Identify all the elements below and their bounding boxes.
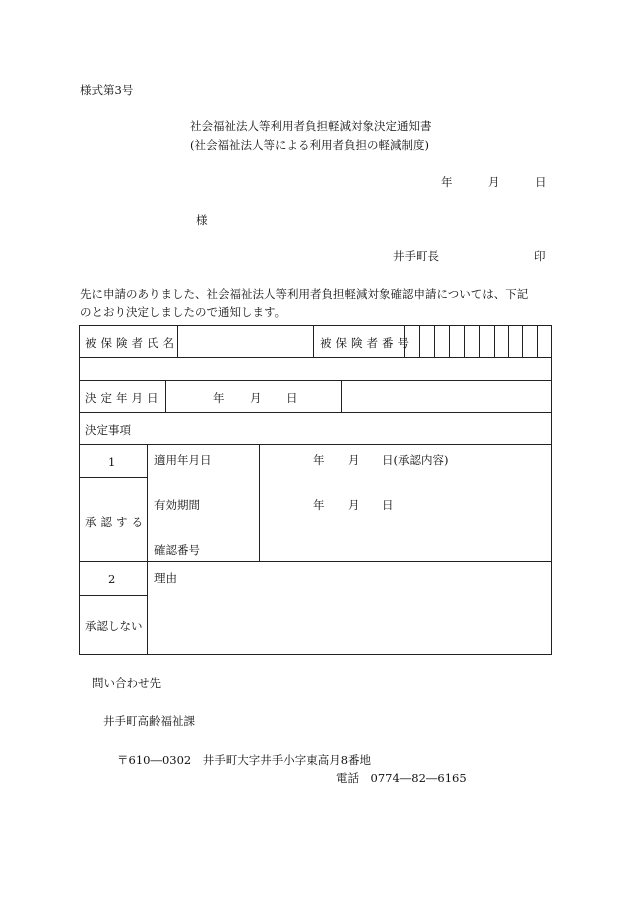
number-box-divider xyxy=(508,325,509,357)
table-rule xyxy=(79,561,552,562)
apply-month: 月 xyxy=(348,453,360,467)
number-box-divider xyxy=(494,325,495,357)
intro-text-line2: のとおり決定しましたので通知します。 xyxy=(80,305,287,319)
addressee-honorific: 様 xyxy=(196,213,208,227)
insured-number-label: 被保険者番号 xyxy=(320,336,413,350)
document-subtitle: (社会福祉法人等による利用者負担の軽減制度) xyxy=(190,138,429,152)
table-rule xyxy=(341,380,342,412)
decision-items-label: 決定事項 xyxy=(85,423,131,437)
contact-phone: 電話 0774―82―6165 xyxy=(336,771,467,785)
number-box-divider xyxy=(419,325,420,357)
valid-month: 月 xyxy=(348,498,360,512)
number-box-divider xyxy=(464,325,465,357)
date-day: 日 xyxy=(535,175,547,189)
table-rule xyxy=(79,595,147,596)
table-rule xyxy=(313,325,314,357)
table-rule xyxy=(79,380,552,381)
table-rule xyxy=(79,444,552,445)
decision-date-year: 年 xyxy=(213,391,225,405)
table-rule xyxy=(79,357,552,358)
date-month: 月 xyxy=(488,175,500,189)
apply-date-label: 適用年月日 xyxy=(154,453,212,467)
table-rule xyxy=(147,444,148,655)
date-year: 年 xyxy=(441,175,453,189)
insured-name-label: 被保険者氏名 xyxy=(85,336,178,350)
apply-day-note: 日(承認内容) xyxy=(382,453,449,467)
decision-date-label: 決定年月日 xyxy=(85,391,163,405)
valid-period-label: 有効期間 xyxy=(154,498,200,512)
confirm-number-label: 確認番号 xyxy=(154,543,200,557)
deny-label: 承認しない xyxy=(85,619,143,633)
valid-day: 日 xyxy=(382,498,394,512)
number-box-divider xyxy=(434,325,435,357)
table-border xyxy=(79,325,552,655)
approve-number: 1 xyxy=(108,455,116,469)
table-rule xyxy=(165,380,166,412)
approve-label: 承認する xyxy=(85,515,147,529)
form-number: 様式第3号 xyxy=(80,83,134,97)
document-title: 社会福祉法人等利用者負担軽減対象決定通知書 xyxy=(190,119,432,133)
intro-text-line1: 先に申請のありました、社会福祉法人等利用者負担軽減対象確認申請については、下記 xyxy=(80,287,529,301)
contact-department: 井手町高齢福祉課 xyxy=(103,714,195,728)
number-box-divider xyxy=(537,325,538,357)
valid-year: 年 xyxy=(313,498,325,512)
decision-date-month: 月 xyxy=(250,391,262,405)
seal-mark: 印 xyxy=(534,249,546,263)
number-box-divider xyxy=(522,325,523,357)
table-rule xyxy=(259,444,260,561)
insured-name-field[interactable] xyxy=(182,328,310,354)
contact-label: 問い合わせ先 xyxy=(92,676,161,690)
contact-address: 〒610―0302 井手町大字井手小字東高月8番地 xyxy=(117,753,372,767)
deny-number: 2 xyxy=(108,572,116,586)
issuer-mayor: 井手町長 xyxy=(393,249,439,263)
table-rule xyxy=(79,477,147,478)
reason-label: 理由 xyxy=(154,571,177,585)
apply-year: 年 xyxy=(313,453,325,467)
decision-date-day: 日 xyxy=(286,391,298,405)
number-box-divider xyxy=(479,325,480,357)
table-rule xyxy=(79,412,552,413)
number-box-divider xyxy=(449,325,450,357)
